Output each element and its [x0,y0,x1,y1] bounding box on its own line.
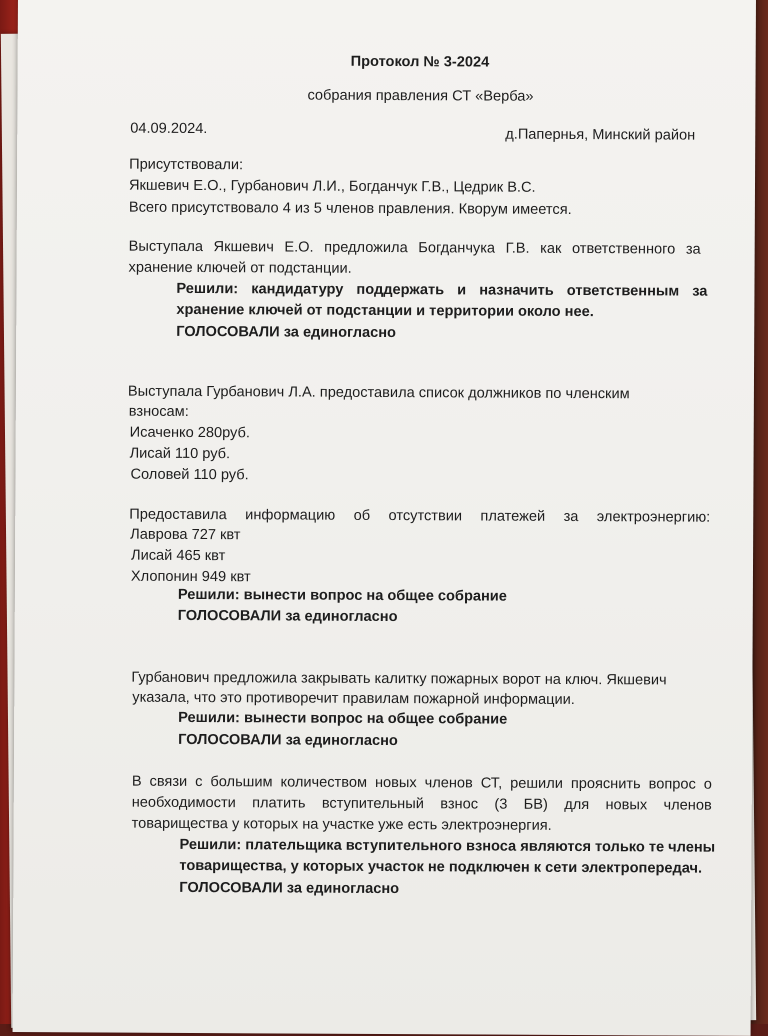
debtor-line: Лисай 110 руб. [129,445,231,463]
document-subtitle: собрания правления СТ «Верба» [307,87,534,105]
item1-text-line2: хранение ключей от подстанции. [128,259,352,277]
energy-line: Лаврова 727 квт [130,526,241,544]
item1-decision-line1: Решили: кандидатуру поддержать и назначить ответственным за [176,280,708,300]
debtor-line: Соловей 110 руб. [130,466,249,484]
item2-vote: ГОЛОСОВАЛИ за единогласно [177,607,398,626]
item2-text-line1: Выступала Гурбанович Л.А. предоставила список должников по членским [127,383,630,403]
document-page [13,0,756,1036]
item4-text-line2: необходимости платить вступительный взнос (3 БВ) для новых членов [131,794,712,814]
item4-vote: ГОЛОСОВАЛИ за единогласно [179,879,400,898]
attendance-quorum: Всего присутствовало 4 из 5 членов правления. Кворум имеется. [128,199,572,218]
document-date: 04.09.2024. [130,120,208,138]
item4-decision-line1: Решили: плательщика вступительного взноса являются только те члены [179,836,716,856]
item1-decision-line2: хранение ключей от подстанции и территории около нее. [176,301,594,321]
item3-vote: ГОЛОСОВАЛИ за единогласно [178,731,398,750]
item2-text-line2: взносам: [128,403,189,420]
item1-text-line1: Выступала Якшевич Е.О. предложила Богданчука Г.В. как ответственного за [128,238,701,258]
item2-info-line: Предоставила информацию об отсутствии платежей за электроэнергию: [129,506,711,526]
item3-text-line1: Гурбанович предложила закрывать калитку пожарных ворот на ключ. Якшевич [131,669,667,689]
document-title: Протокол № 3-2024 [350,53,490,71]
energy-line: Лисай 465 квт [131,547,226,565]
debtor-line: Исаченко 280руб. [129,424,251,442]
item1-vote: ГОЛОСОВАЛИ за единогласно [176,323,397,342]
attendance-heading: Присутствовали: [129,156,244,174]
item2-decision: Решили: вынести вопрос на общее собрание [177,586,507,605]
document-place: д.Папернья, Минский район [505,126,696,144]
item4-text-line3: товарищества у которых на участке уже есть электроэнергия. [131,815,552,834]
item4-text-line1: В связи с большим количеством новых членов СТ, решили прояснить вопрос о [131,773,712,793]
item4-decision-line2: товарищества, у которых участок не подключен к сети электропередач. [179,857,703,877]
item3-text-line2: указала, что это противоречит правилам пожарной информации. [132,689,575,708]
attendance-names: Якшевич Е.О., Гурбанович Л.И., Богданчук Г.В., Цедрик В.С. [128,177,536,196]
energy-line: Хлопонин 949 квт [130,568,251,586]
item3-decision: Решили: вынести вопрос на общее собрание [178,709,508,728]
